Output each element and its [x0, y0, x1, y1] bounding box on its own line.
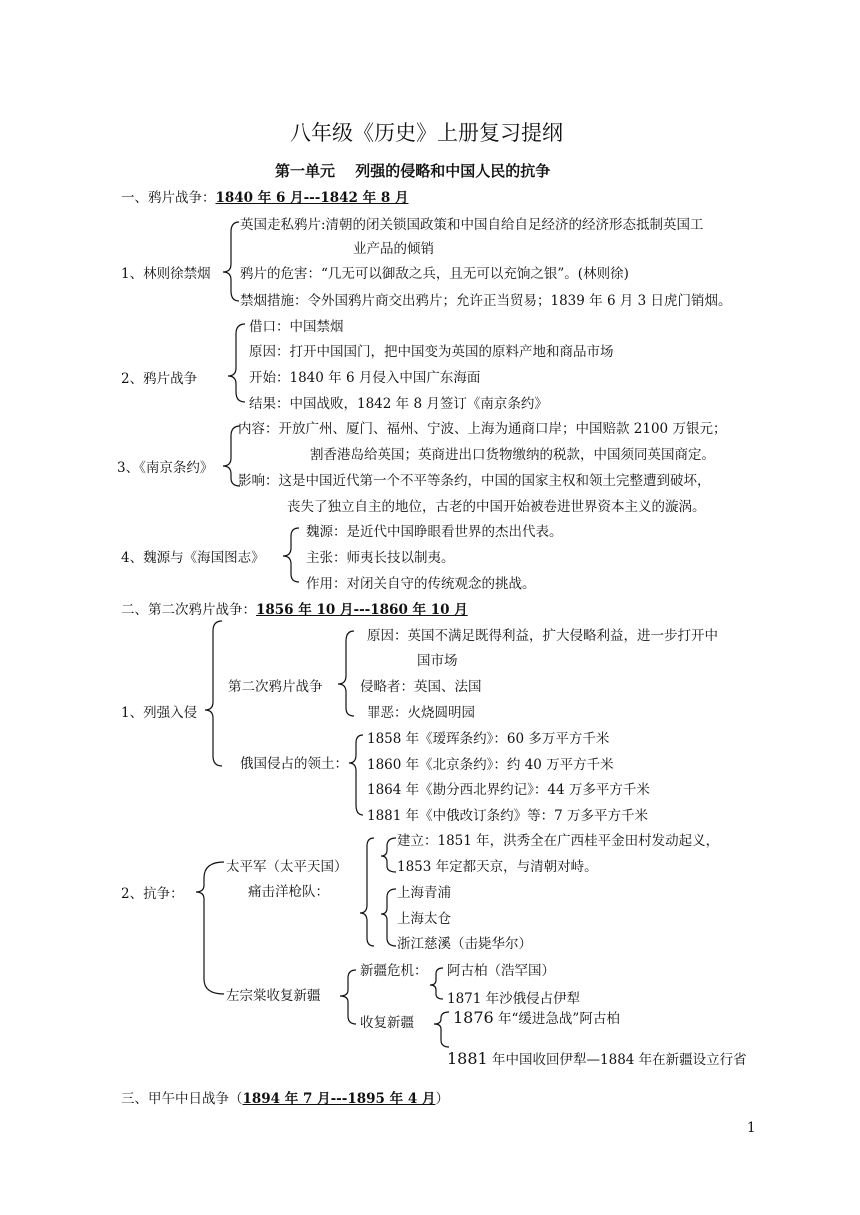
item-1881-desc: 年中国收回伊犁—1884 年在新疆设立行省	[487, 1052, 747, 1068]
item-result-text: 结果：中国战败，1842 年 8 月签订《南京条约》	[249, 396, 548, 412]
brace-zuo	[340, 970, 356, 1024]
russia-treaty-item: 1858 年《瑷珲条约》：60 多万平方千米	[367, 731, 610, 747]
item-opium-war-label: 2、鸦片战争	[121, 371, 198, 387]
brace-taiping	[360, 838, 374, 946]
item-treaty-impact-cont: 丧失了独立自主的地位，古老的中国开始被卷进世界资本主义的漩涡。	[287, 499, 706, 515]
item-war-cause-text: 原因：英国不满足既得利益，扩大侵略利益，进一步打开中	[367, 628, 718, 644]
brace-russia	[349, 735, 363, 815]
brace-second-war	[338, 631, 354, 716]
item-smuggling-text: 英国走私鸦片:清朝的闭关锁国政策和中国自给自足经济的经济形态抵制英国工	[240, 217, 704, 233]
brace-resistance	[196, 862, 224, 994]
page-title: 八年级《历史》上册复习提纲	[290, 121, 563, 145]
section-3-label: 三、甲午中日战争（	[121, 1091, 243, 1107]
year-1876: 1876	[453, 1008, 494, 1027]
brace-battles	[381, 889, 396, 946]
unit-heading: 第一单元 列强的侵略和中国人民的抗争	[275, 162, 551, 180]
section-3-date: 1894 年 7 月---1895 年 4 月	[242, 1091, 436, 1107]
brace-taiping-founding	[381, 838, 396, 872]
battle-item: 上海太仓	[397, 911, 451, 927]
item-war-cause-cont: 国市场	[417, 653, 458, 669]
battle-item: 浙江慈溪（击毙华尔）	[397, 936, 532, 952]
brace-lin-zexu	[223, 222, 239, 301]
item-tianjing-text: 1853 年定都天京，与清朝对峙。	[397, 859, 598, 875]
brace-invasion	[205, 621, 222, 766]
item-yakub-beg-text: 阿古柏（浩罕国）	[447, 963, 555, 979]
section-2-label: 二、第二次鸦片战争：	[121, 602, 256, 618]
item-taiping-label: 太平军（太平天国）	[226, 859, 348, 875]
brace-opium-war	[228, 324, 245, 402]
section-1-date: 1840 年 6 月---1842 年 8 月	[215, 190, 409, 206]
item-effect-text: 作用：对闭关自守的传统观念的挑战。	[306, 576, 536, 592]
item-wei-yuan-text: 魏源：是近代中国睁眼看世界的杰出代表。	[306, 524, 563, 540]
russia-treaty-item: 1860 年《北京条约》：约 40 万平方千米	[367, 757, 614, 773]
section-2-date: 1856 年 10 月---1860 年 10 月	[256, 602, 468, 618]
item-resistance-label: 2、抗争：	[121, 886, 184, 902]
item-zuo-label: 左宗棠收复新疆	[226, 988, 321, 1004]
item-xinjiang-crisis-label: 新疆危机：	[360, 963, 428, 979]
item-crime-text: 罪恶：火烧圆明园	[367, 705, 475, 721]
brace-nanjing-treaty	[223, 426, 240, 486]
brace-xinjiang-crisis	[430, 968, 443, 999]
item-smuggling-text-cont: 业产品的倾销	[353, 241, 434, 257]
brace-wei-yuan	[283, 528, 299, 582]
item-invasion-label: 1、列强入侵	[121, 705, 198, 721]
brace-recover	[434, 1012, 449, 1047]
item-wei-yuan-label: 4、魏源与《海国图志》	[121, 550, 265, 566]
item-ban-measures-text: 禁烟措施：令外国鸦片商交出鸦片；允许正当贸易；1839 年 6 月 3 日虎门销烟。	[240, 293, 732, 309]
item-treaty-content-cont: 割香港岛给英国；英商进出口货物缴纳的税款，中国须同英国商定。	[310, 447, 715, 463]
item-proposal-text: 主张：师夷长技以制夷。	[306, 550, 455, 566]
item-second-war-label: 第二次鸦片战争	[228, 679, 323, 695]
item-treaty-content-text: 内容：开放广州、厦门、福州、宁波、上海为通商口岸；中国赔款 2100 万银元；	[238, 421, 727, 437]
russia-treaty-item: 1881 年《中俄改订条约》等：7 万多平方千米	[367, 808, 649, 824]
item-treaty-impact-text: 影响：这是中国近代第一个不平等条约，中国的国家主权和领土完整遭到破坏，	[238, 473, 711, 489]
item-lin-zexu-label: 1、林则徐禁烟	[121, 266, 211, 282]
item-ever-victorious-label: 痛击洋枪队：	[248, 884, 329, 900]
item-start-text: 开始：1840 年 6 月侵入中国广东海面	[249, 370, 481, 386]
item-1876-desc: 年“缓进急战”阿古柏	[493, 1011, 620, 1027]
item-nanjing-treaty-label: 3、《南京条约》	[117, 460, 214, 476]
item-cause-text: 原因：打开中国国门，把中国变为英国的原料产地和商品市场	[249, 344, 614, 360]
item-aggressors-text: 侵略者：英国、法国	[360, 679, 482, 695]
battle-item: 上海青浦	[397, 885, 451, 901]
section-3-end: ）	[435, 1091, 449, 1107]
section-1-label: 一、鸦片战争：	[121, 190, 216, 206]
item-taiping-founding-text: 建立：1851 年，洪秀全在广西桂平金田村发动起义，	[397, 833, 720, 849]
russia-treaty-item: 1864 年《勘分西北界约记》：44 万多平方千米	[367, 782, 650, 798]
year-1881: 1881	[447, 1049, 488, 1068]
page-number: 1	[747, 1120, 756, 1136]
item-opium-harm-text: 鸦片的危害：“几无可以御敌之兵，且无可以充饷之银”。(林则徐)	[240, 266, 629, 282]
item-recover-label: 收复新疆	[360, 1015, 414, 1031]
item-ili-occupation-text: 1871 年沙俄侵占伊犁	[447, 991, 581, 1007]
item-pretext-text: 借口：中国禁烟	[249, 319, 344, 335]
item-russia-label: 俄国侵占的领土：	[240, 756, 348, 772]
